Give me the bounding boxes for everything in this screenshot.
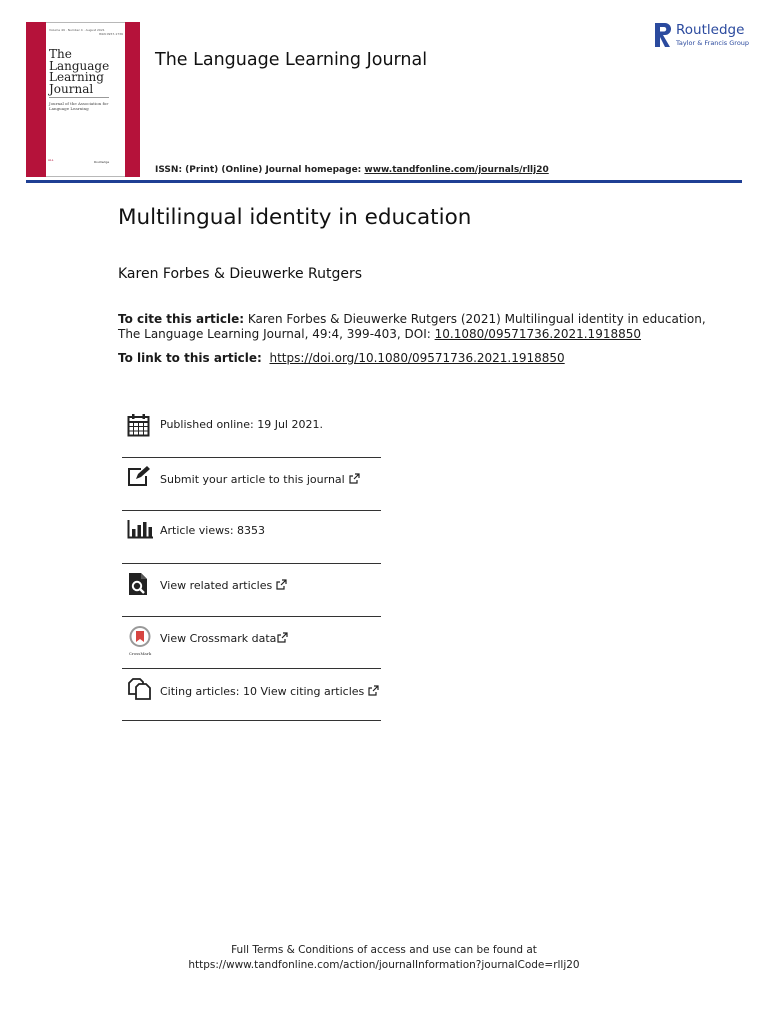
cover-association-logo: ALL	[48, 158, 54, 162]
cover-subtitle: Journal of the Association for Language Learning	[49, 101, 109, 111]
cover-rule	[49, 97, 109, 98]
divider	[122, 616, 381, 617]
divider	[122, 720, 381, 721]
link-block	[118, 351, 565, 365]
divider	[122, 668, 381, 669]
external-link-icon	[349, 473, 360, 484]
article-authors: Karen Forbes & Dieuwerke Rutgers	[118, 266, 363, 282]
routledge-logo-icon	[654, 22, 672, 48]
cover-strip-left	[26, 22, 46, 177]
document-search-icon	[128, 572, 148, 596]
related-articles-link[interactable]: View related articles	[160, 579, 287, 592]
cover-title: The Language Learning Journal	[49, 47, 110, 96]
footer	[0, 943, 768, 973]
crossmark-link[interactable]: View Crossmark data	[160, 632, 288, 645]
cite-label: To cite this article:	[118, 312, 245, 326]
crossmark-badge-text: CrossMark	[128, 651, 152, 656]
footer-terms-text: Full Terms & Conditions of access and use can be found at	[231, 944, 537, 956]
doi-link[interactable]: 10.1080/09571736.2021.1918850	[434, 327, 641, 341]
issn-text: ISSN: (Print) (Online) Journal homepage:	[155, 165, 365, 175]
cover-strip-right	[125, 22, 140, 177]
publisher-name: Routledge	[676, 22, 745, 38]
copy-icon	[128, 678, 152, 700]
divider	[122, 457, 381, 458]
footer-terms-link[interactable]: https://www.tandfonline.com/action/journalInformation?journalCode=rllj20	[188, 959, 580, 971]
issn-line	[155, 165, 549, 175]
citation-block	[118, 312, 718, 342]
journal-title: The Language Learning Journal	[155, 50, 428, 70]
calendar-icon	[127, 413, 150, 437]
external-link-icon	[368, 685, 379, 696]
header-rule	[26, 180, 742, 183]
article-title: Multilingual identity in education	[118, 205, 472, 230]
external-link-icon	[277, 632, 288, 643]
cover-publisher-logo: Routledge	[94, 160, 110, 164]
publisher-group: Taylor & Francis Group	[676, 39, 750, 47]
link-label: To link to this article:	[118, 351, 262, 365]
external-link-icon	[276, 579, 287, 590]
published-online-text: Published online: 19 Jul 2021.	[160, 418, 323, 431]
bar-chart-icon	[127, 519, 154, 539]
journal-homepage-link[interactable]: www.tandfonline.com/journals/rllj20	[364, 165, 549, 175]
crossmark-icon	[126, 626, 154, 654]
edit-icon	[127, 465, 152, 487]
citing-articles-link[interactable]: Citing articles: 10 View citing articles	[160, 685, 379, 698]
cite-text: Karen Forbes & Dieuwerke Rutgers (2021) Multilingual identity in education, The Language Learning Journal, 49:4, 399-403, DOI:	[118, 312, 706, 341]
cover-meta: Volume 49 · Number 4 · August 2021 ISSN 0957-1736	[49, 28, 123, 36]
divider	[122, 563, 381, 564]
submit-article-link[interactable]: Submit your article to this journal	[160, 473, 360, 486]
article-views-text: Article views: 8353	[160, 524, 266, 537]
divider	[122, 510, 381, 511]
article-url-link[interactable]: https://doi.org/10.1080/09571736.2021.1918850	[269, 351, 565, 365]
